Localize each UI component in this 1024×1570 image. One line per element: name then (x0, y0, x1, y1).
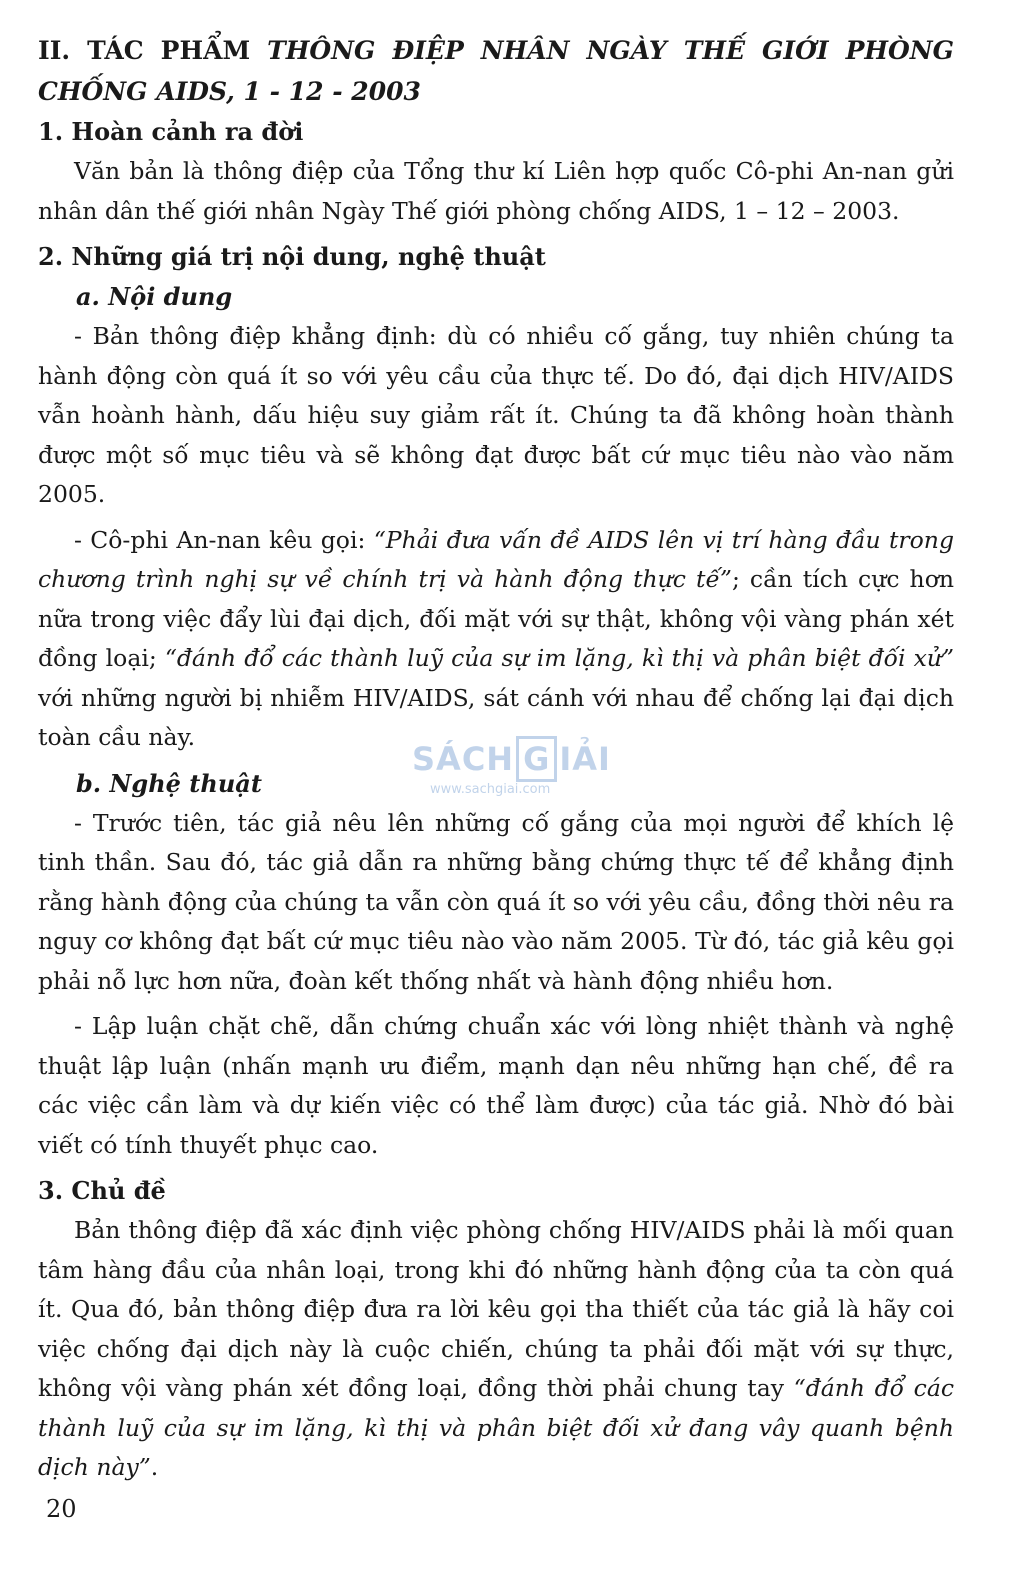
theme-paragraph (38, 1211, 954, 1488)
watermark-part-1: SÁCH (412, 740, 515, 778)
text-run: ; cần tích cực hơn nữa trong việc đẩy lùi đại dịch, đối mặt với sự thật, không vội vàng phán xét đồng loại; (38, 565, 954, 672)
section-3-heading: 3. Chủ đề (38, 1176, 166, 1205)
title-prefix: II. TÁC PHẨM (38, 36, 268, 65)
content-paragraph-2 (38, 521, 954, 758)
art-paragraph-2: - Lập luận chặt chẽ, dẫn chứng chuẩn xác với lòng nhiệt thành và nghệ thuật lập luận (nhấn mạnh ưu điểm, mạnh dạn nêu những hạn chế, đề ra các việc cần làm và dự kiến việc có thể làm được) của tác giả. Nhờ đó bài viết có tính thuyết phục cao. (38, 1012, 954, 1159)
text-run: với những người bị nhiễm HIV/AIDS, sát cánh với nhau để chống lại đại dịch toàn cầu này. (38, 683, 954, 751)
watermark-text (412, 736, 622, 782)
watermark-url: www.sachgiai.com (430, 782, 551, 797)
subsection-b-heading: b. Nghệ thuật (76, 768, 262, 798)
page-title (38, 30, 954, 112)
section-1-paragraph: Văn bản là thông điệp của Tổng thư kí Liên hợp quốc Cô-phi An-nan gửi nhân dân thế giới nhân Ngày Thế giới phòng chống AIDS, 1 – 12 – 2003. (38, 157, 954, 225)
section-1-heading: 1. Hoàn cảnh ra đời (38, 117, 304, 146)
text-run: Bản thông điệp đã xác định việc phòng chống HIV/AIDS phải là mối quan tâm hàng đầu của nhân loại, trong khi đó những hành động của ta còn quá ít. Qua đó, bản thông điệp đưa ra lời kêu gọi tha thiết của tác giả là hãy coi việc chống đại dịch này là cuộc chiến, chúng ta phải đối mặt với sự thực, không vội vàng phán xét đồng loại, đồng thời phải chung tay (38, 1216, 954, 1402)
title-work-name: THÔNG ĐIỆP NHÂN NGÀY THẾ GIỚI PHÒNG CHỐNG AIDS, 1 - 12 - 2003 (38, 36, 954, 106)
text-run: - Cô-phi An-nan kêu gọi: (74, 525, 374, 554)
art-paragraph-1: - Trước tiên, tác giả nêu lên những cố gắng của mọi người để khích lệ tinh thần. Sau đó, tác giả dẫn ra những bằng chứng thực tế để khẳng định rằng hành động của chúng ta vẫn còn quá ít so với yêu cầu, đồng thời nêu ra nguy cơ không đạt bất cứ mục tiêu nào vào năm 2005. Từ đó, tác giả kêu gọi phải nỗ lực hơn nữa, đoàn kết thống nhất và hành động nhiều hơn. (38, 808, 954, 995)
quote-1: “Phải đưa vấn đề AIDS lên vị trí hàng đầu trong chương trình nghị sự về chính trị và hành động thực tế” (38, 525, 954, 593)
watermark-part-3: IẢI (559, 740, 611, 778)
watermark-logo (412, 736, 622, 826)
quote-3: “đánh đổ các thành luỹ của sự im lặng, kì thị và phân biệt đối xử đang vây quanh bệnh dịch này” (38, 1374, 954, 1481)
page-number: 20 (46, 1495, 77, 1523)
subsection-a-heading: a. Nội dung (76, 282, 233, 311)
content-paragraph-1: - Bản thông điệp khẳng định: dù có nhiều cố gắng, tuy nhiên chúng ta hành động còn quá ít so với yêu cầu của thực tế. Do đó, đại dịch HIV/AIDS vẫn hoành hành, dấu hiệu suy giảm rất ít. Chúng ta đã không hoàn thành được một số mục tiêu và sẽ không đạt được bất cứ mục tiêu nào vào năm 2005. (38, 322, 954, 508)
quote-2: “đánh đổ các thành luỹ của sự im lặng, kì thị và phân biệt đối xử” (164, 644, 954, 672)
section-2-heading: 2. Những giá trị nội dung, nghệ thuật (38, 242, 546, 271)
text-run: . (150, 1453, 159, 1481)
watermark-box-letter: G (516, 736, 557, 782)
